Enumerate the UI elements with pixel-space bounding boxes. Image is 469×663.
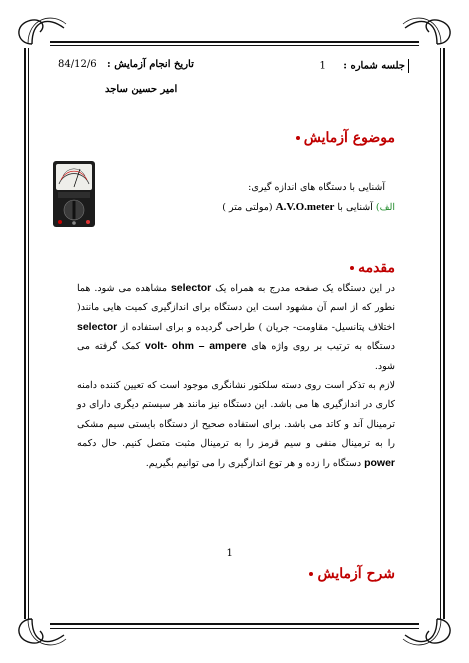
session-separator [408, 59, 409, 73]
topic-line-1: آشنایی با دستگاه های اندازه گیری: [248, 182, 385, 193]
topic-line-2-suffix: (مولتی متر ) [222, 202, 273, 213]
border-left-line [24, 48, 26, 619]
border-left-inner-line [28, 48, 29, 619]
topic-line-2-prefix: الف) [375, 202, 395, 213]
border-right-line [443, 48, 445, 619]
session-info [319, 59, 409, 73]
intro-paragraph-2 [77, 376, 395, 473]
border-top-line [50, 41, 419, 43]
page-number: 1 [226, 548, 233, 559]
corner-ornament-top-right [401, 10, 461, 50]
paragraph-text: در این دستگاه یک صفحه مدرج به همراه یک [211, 283, 395, 294]
date-label: تاریخ انجام آزمایش : [107, 59, 194, 70]
border-bottom-line [50, 623, 419, 625]
intro-heading: مقدمه [350, 260, 395, 276]
corner-ornament-top-left [8, 10, 68, 50]
paragraph-text: کمک گرفته می شود. [77, 341, 395, 372]
date-info [58, 59, 194, 70]
bold-term: ampere [209, 340, 247, 353]
author-name: امیر حسین ساجد [105, 84, 178, 95]
bold-term: volt- ohm – [145, 340, 205, 353]
bold-term: selector [77, 320, 118, 333]
topic-heading: موضوع آزمایش [296, 130, 395, 146]
paragraph-text: لازم به تذکر است روی دسته سلکتور نشانگری موجود است که تعیین کننده دامنه کاری در اندازگیری ها می باشد. این دستگاه نیز مانند هر سیستم دیگری دارای دو ترمینال آند و کاتد می باشد. برای استفاده صحیح از دستگاه بایستی سیم مشکی را به ترمینال منفی و سیم قرمز را به ترمینال مثبت متصل کنیم. حال دکمه [77, 380, 395, 450]
paragraph-text: مشاهده می شود. هما نطور که از اسم آن مشهود است این دستگاه برای اندازگیری کمیت هایی مانند( اختلاف پتانسیل- مقاومت- جریان ) طراحی گردیده و برای استفاده از [77, 283, 395, 333]
next-section-heading: شرح آزمایش [309, 566, 395, 582]
multimeter-image [52, 160, 96, 228]
corner-ornament-bottom-left [8, 613, 68, 653]
corner-ornament-bottom-right [401, 613, 461, 653]
topic-line-2-english: A.V.O.meter [275, 201, 335, 213]
paragraph-text: دستگاه به ترتیب بر روی واژه های [246, 341, 395, 353]
paragraph-text: دستگاه را زده و هر توع اندازگیری را می توانیم بگیریم. [145, 457, 365, 469]
bold-term: power [364, 456, 395, 469]
date-value: 84/12/6 [58, 59, 97, 70]
session-label: جلسه شماره : [343, 60, 405, 72]
border-bottom-inner-line [50, 628, 419, 629]
intro-paragraph-1 [77, 279, 395, 376]
border-top-inner-line [50, 45, 419, 46]
bold-term: selector [170, 282, 212, 294]
border-right-inner-line [440, 48, 441, 619]
topic-line-2-text: آشنایی با [337, 202, 373, 213]
session-number: 1 [319, 60, 326, 72]
topic-line-2 [222, 201, 395, 213]
